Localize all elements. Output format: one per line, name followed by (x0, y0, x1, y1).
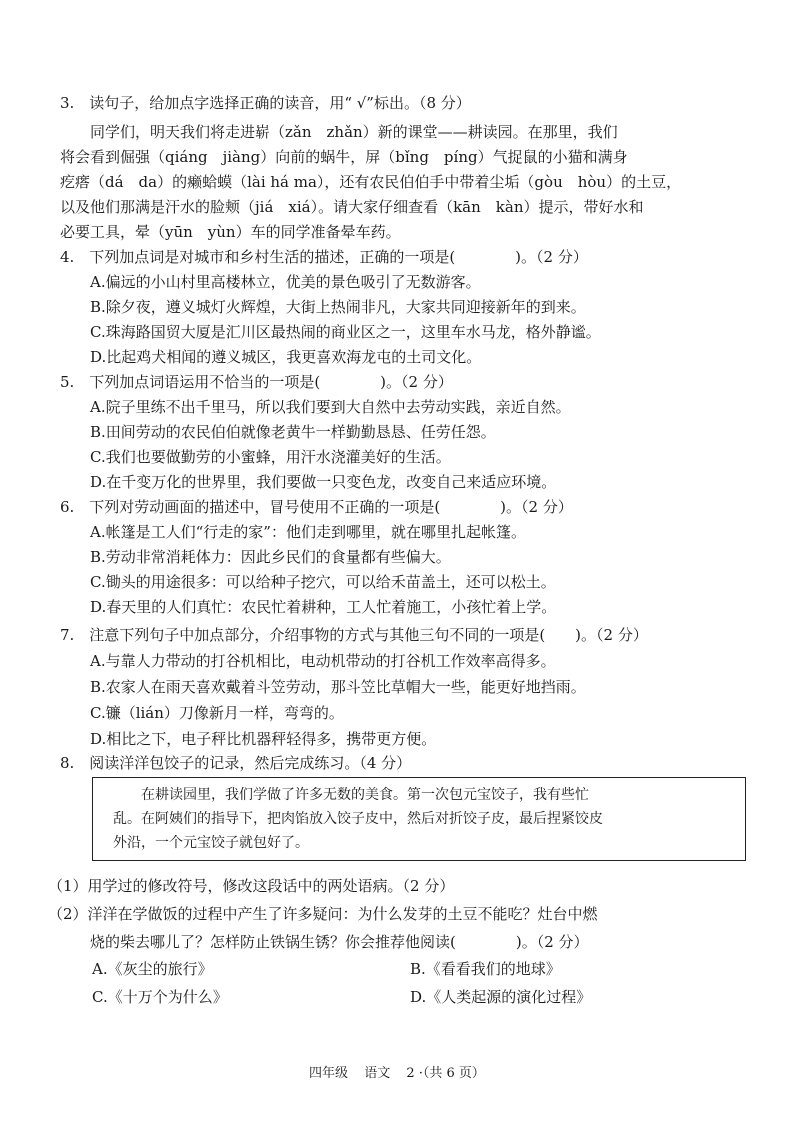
q8-sub-1: （1）用学过的修改符号，修改这段话中的两处语病。（2 分） (48, 877, 455, 895)
q7-option-d: D.相比之下，电子秤比机器秤轻得多，携带更方便。 (90, 730, 437, 748)
page-footer (0, 1062, 794, 1081)
q8-title: 8. 阅读洋洋包饺子的记录，然后完成练习。（4 分） (60, 754, 412, 772)
q5-option-c: C.我们也要做勤劳的小蜜蜂，用汗水浇灌美好的生活。 (90, 448, 451, 466)
q4-option-c: C.珠海路国贸大厦是汇川区最热闹的商业区之一，这里车水马龙，格外静谧。 (90, 323, 601, 341)
passage-line-3: 外沿，一个元宝饺子就包好了。 (113, 835, 309, 851)
q8-choice-b: B.《看看我们的地球》 (410, 960, 561, 978)
footer-grade: 四年级 (309, 1066, 349, 1081)
q4-title: 4. 下列加点词是对城市和乡村生活的描述，正确的一项是( )。（2 分） (60, 248, 588, 266)
footer-page-number: 2 ·（共 6 页） (406, 1066, 485, 1081)
q6-option-d: D.春天里的人们真忙：农民忙着耕种，工人忙着施工，小孩忙着上学。 (90, 598, 557, 616)
q3-title: 3. 读句子，给加点字选择正确的读音，用“ √”标出。（8 分） (60, 94, 471, 112)
footer-subject: 语文 (364, 1066, 391, 1081)
q3-line-2: 将会看到倔强（qiáng jiàng）向前的蜗牛，屏（bǐng píng）气捉鼠的小猫和满身 (60, 148, 628, 166)
q8-sub-2-line-1: （2）洋洋在学做饭的过程中产生了许多疑问：为什么发芽的土豆不能吃？灶台中燃 (48, 905, 598, 923)
q7-option-b: B.农家人在雨天喜欢戴着斗笠劳动，那斗笠比草帽大一些，能更好地挡雨。 (90, 678, 586, 696)
q5-option-a: A.院子里练不出千里马，所以我们要到大自然中去劳动实践，亲近自然。 (90, 398, 571, 416)
q7-option-c: C.镰（lián）刀像新月一样，弯弯的。 (90, 704, 344, 722)
reading-passage-box (92, 777, 746, 861)
q5-title: 5. 下列加点词语运用不恰当的一项是( )。（2 分） (60, 373, 453, 391)
q3-line-3: 疙瘩（dá da）的癞蛤蟆（lài há ma），还有农民伯伯手中带着尘垢（gòu hòu）的土豆， (60, 173, 682, 191)
q5-option-b: B.田间劳动的农民伯伯就像老黄牛一样勤勤恳恳、任劳任怨。 (90, 423, 496, 441)
q6-option-a: A.帐篷是工人们“行走的家”：他们走到哪里，就在哪里扎起帐篷。 (90, 523, 526, 541)
q3-line-4: 以及他们那满是汗水的脸颊（jiá xiá）。请大家仔细查看（kān kàn）提示，带好水和 (60, 198, 644, 216)
q4-option-a: A.偏远的小山村里高楼林立，优美的景色吸引了无数游客。 (90, 273, 481, 291)
q6-title: 6. 下列对劳动画面的描述中，冒号使用不正确的一项是( )。（2 分） (60, 498, 573, 516)
q4-option-d: D.比起鸡犬相闻的遵义城区，我更喜欢海龙屯的土司文化。 (90, 348, 482, 366)
q8-choice-d: D.《人类起源的演化过程》 (410, 988, 592, 1006)
q3-line-5: 必要工具，晕（yūn yùn）车的同学准备晕车药。 (60, 223, 401, 241)
q8-sub-2-line-2: 烧的柴去哪儿了？怎样防止铁锅生锈？你会推荐他阅读( )。（2 分） (90, 933, 589, 951)
q6-option-c: C.锄头的用途很多：可以给种子挖穴，可以给禾苗盖土，还可以松土。 (90, 573, 556, 591)
q3-line-1: 同学们，明天我们将走进崭（zǎn zhǎn）新的课堂——耕读园。在那里，我们 (90, 123, 618, 141)
q8-choice-a: A.《灰尘的旅行》 (92, 960, 213, 978)
q8-choice-c: C.《十万个为什么》 (92, 988, 228, 1006)
q6-option-b: B.劳动非常消耗体力：因此乡民们的食量都有些偏大。 (90, 548, 451, 566)
q4-option-b: B.除夕夜，遵义城灯火辉煌，大街上热闹非凡，大家共同迎接新年的到来。 (90, 298, 586, 316)
passage-line-2: 乱。在阿姨们的指导下，把肉馅放入饺子皮中，然后对折饺子皮，最后捏紧饺皮 (113, 811, 603, 827)
q5-option-d: D.在千变万化的世界里，我们要做一只变色龙，改变自己来适应环境。 (90, 473, 557, 491)
passage-line-1: 在耕读园里，我们学做了许多无数的美食。第一次包元宝饺子，我有些忙 (113, 787, 589, 803)
q7-option-a: A.与靠人力带动的打谷机相比，电动机带动的打谷机工作效率高得多。 (90, 652, 556, 670)
q7-title: 7. 注意下列句子中加点部分，介绍事物的方式与其他三句不同的一项是( )。（2 分） (60, 626, 648, 644)
